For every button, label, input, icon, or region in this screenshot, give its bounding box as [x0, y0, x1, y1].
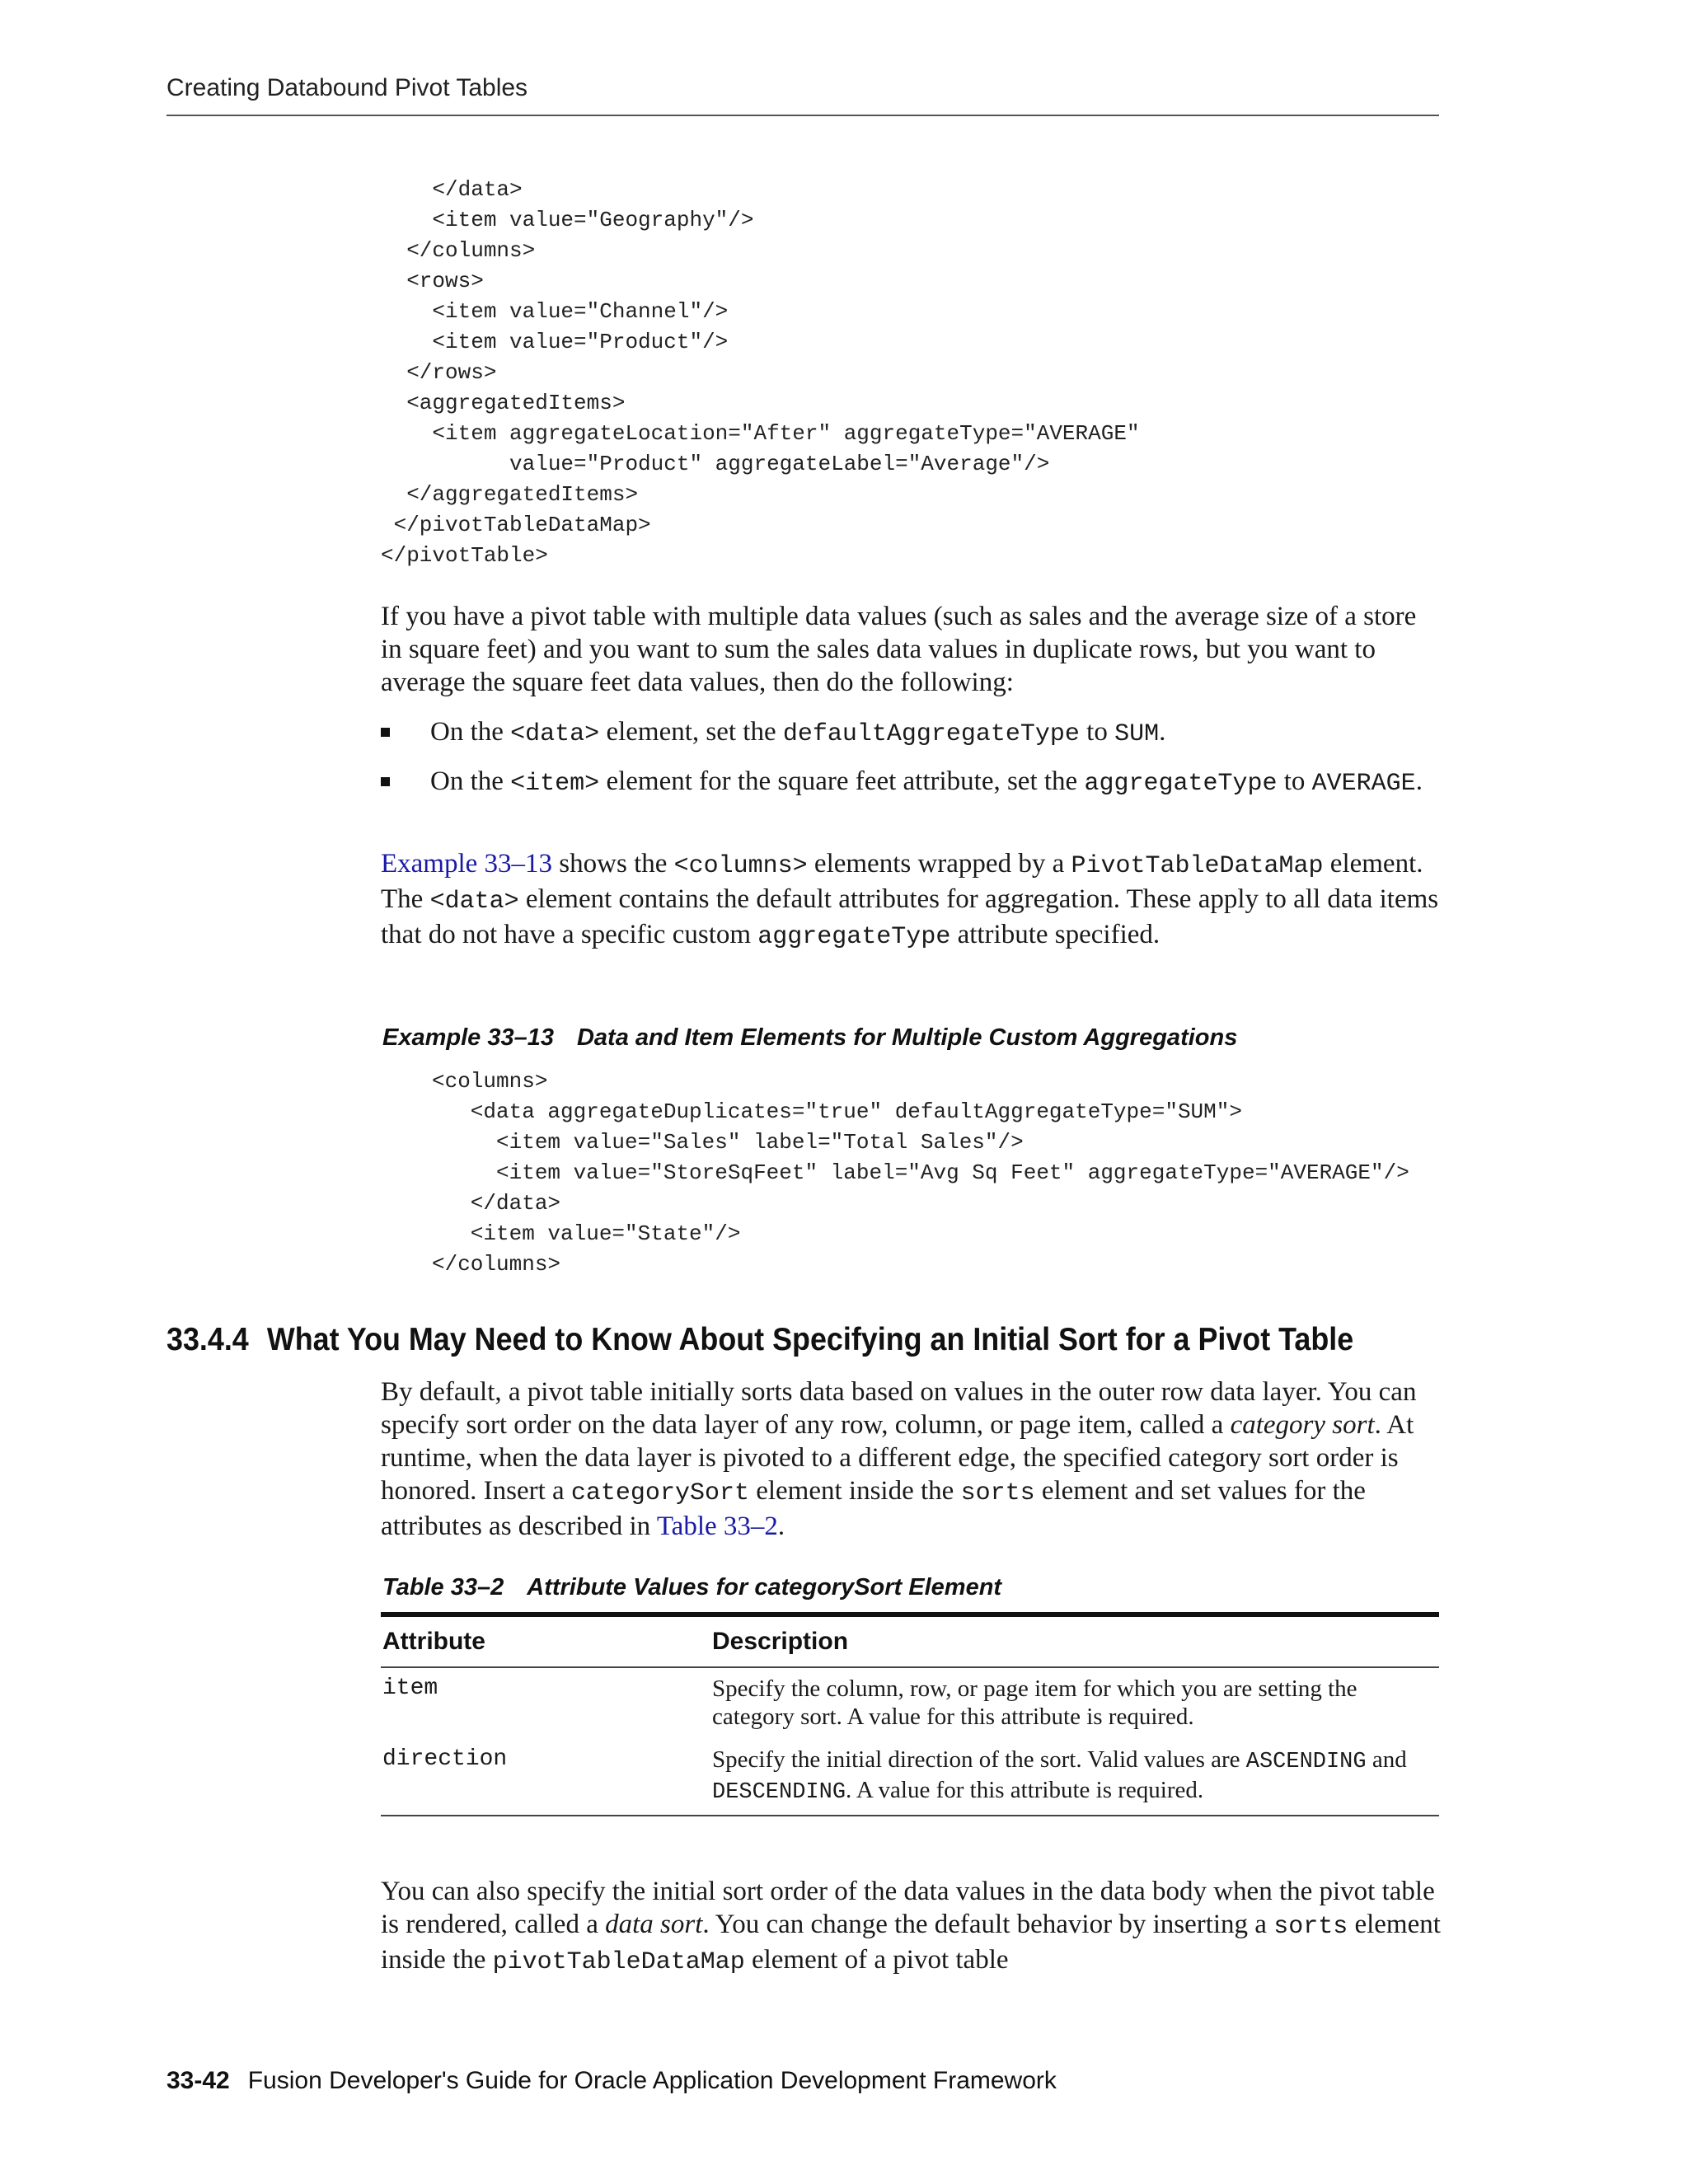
bullet-marker — [381, 728, 390, 737]
paragraph-example-intro: Example 33–13 shows the <columns> elements wrapped by a PivotTableDataMap element. The <data> element contains the default attributes for aggregation. These apply to all data items that do not have a specific custom aggregateType attribute specified. — [381, 849, 1439, 951]
attribute-cell: item — [382, 1675, 438, 1701]
description-cell: Specify the initial direction of the sort. Valid values are ASCENDING and DESCENDING. A value for this attribute is required. — [710, 1739, 1439, 1816]
section-heading: 33.4.4 What You May Need to Know About Specifying an Initial Sort for a Pivot Table — [166, 1322, 1354, 1357]
table-caption: Table 33–2 Attribute Values for categorySort Element — [382, 1574, 1002, 1601]
table-row — [381, 1667, 1439, 1739]
header-rule — [166, 115, 1439, 116]
table-link[interactable]: Table 33–2 — [656, 1511, 778, 1541]
column-header-attribute: Attribute — [381, 1615, 710, 1667]
bullet-marker — [381, 777, 390, 786]
example-code-listing: <columns> <data aggregateDuplicates="true" defaultAggregateType="SUM"> <item value="Sales" label="Total Sales"/> <item value="StoreSqFeet" label="Avg Sq Feet" aggregateType="AVERAGE"/> </data> <item value="State"/> </columns> — [432, 1069, 1409, 1277]
code-listing-top: </data> <item value="Geography"/> </columns> <rows> <item value="Channel"/> <item value="Product"/> </rows> <aggregatedItems> <item aggregateLocation="After" aggregateType="AVERAGE" value="Product" aggregateLabel="Average"/> </aggregatedItems> </pivotTableDataMap> </pivotTable> — [381, 177, 1140, 568]
page-footer — [166, 2067, 1057, 2095]
bullet-text: On the <data> element, set the defaultAggregateType to SUM. — [430, 717, 1166, 748]
running-header: Creating Databound Pivot Tables — [166, 74, 528, 101]
book-title: Fusion Developer's Guide for Oracle Application Development Framework — [247, 2067, 1057, 2094]
bullet-text: On the <item> element for the square feet attribute, set the aggregateType to AVERAGE. — [430, 766, 1423, 798]
table-row — [381, 1739, 1439, 1816]
paragraph-category-sort: By default, a pivot table initially sorts data based on values in the outer row data layer. You can specify sort order on the data layer of any row, column, or page item, called a category sort. At runtime, when the data layer is pivoted to a different edge, the specified category sort order is honored. Insert a categorySort element inside the sorts element and set values for the attributes as described in Table 33–2. — [381, 1377, 1417, 1541]
example-link[interactable]: Example 33–13 — [381, 849, 553, 879]
attribute-cell: direction — [381, 1739, 710, 1816]
example-caption: Example 33–13 Data and Item Elements for Multiple Custom Aggregations — [382, 1024, 1238, 1051]
column-header-description: Description — [710, 1615, 1439, 1667]
paragraph-data-sort: You can also specify the initial sort order of the data values in the data body when the pivot table is rendered, called a data sort. You can change the default behavior by inserting a sorts element inside the pivotTableDataMap element of a pivot table — [381, 1877, 1441, 1976]
table-header-row — [381, 1615, 1439, 1667]
page-number: 33-42 — [166, 2067, 230, 2094]
attribute-table — [381, 1612, 1439, 1816]
paragraph-aggregation-intro: If you have a pivot table with multiple data values (such as sales and the average size of a store in square feet) and you want to sum the sales data values in duplicate rows, but you want to average the square feet data values, then do the following: — [381, 602, 1417, 697]
description-cell: Specify the column, row, or page item for which you are setting the category sort. A value for this attribute is required. — [712, 1675, 1357, 1730]
